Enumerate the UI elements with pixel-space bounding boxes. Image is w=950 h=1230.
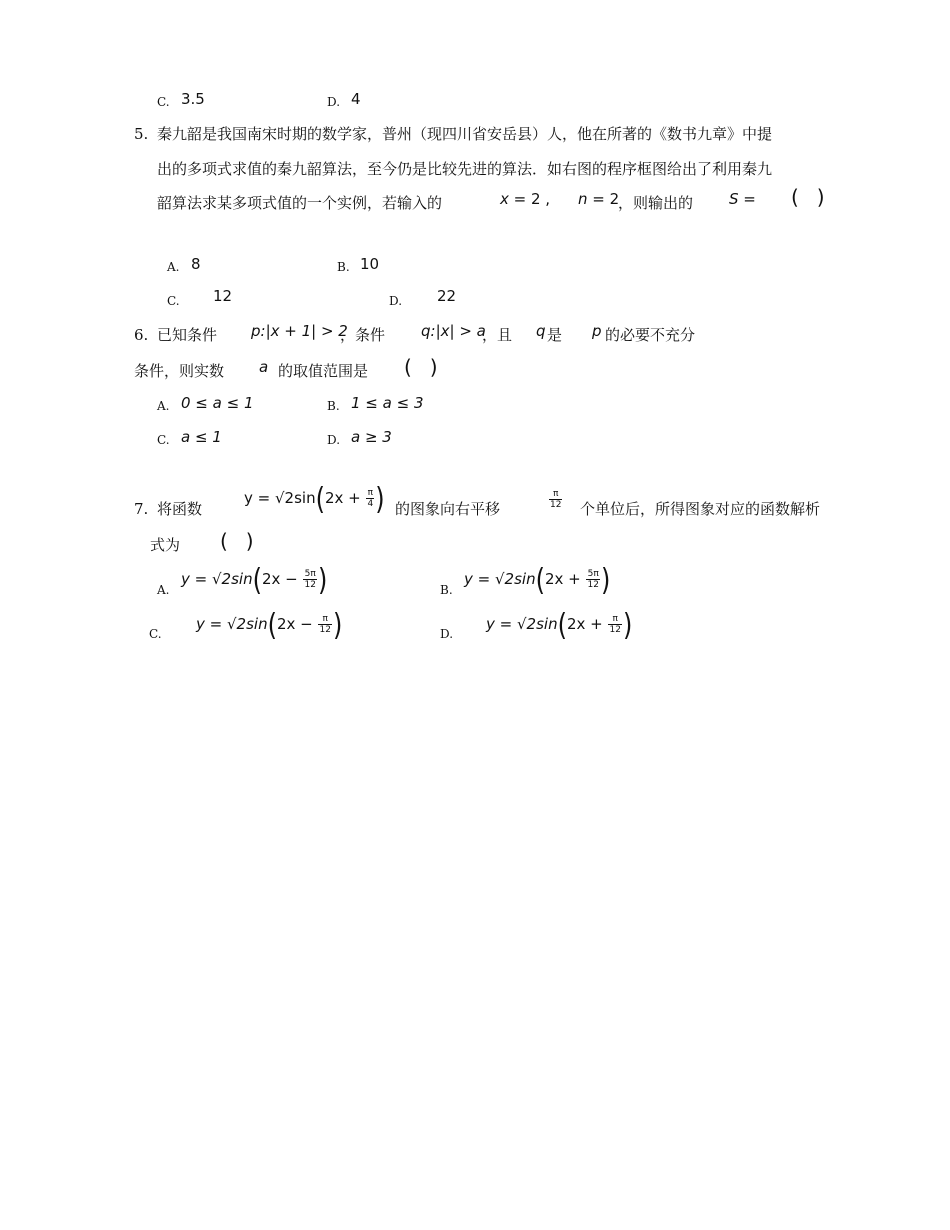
q7-option-d-value: y = √2sin(2x + $\frac{\pi}{12}$ ) — [486, 607, 633, 642]
q4-option-c-value: 3.5 — [181, 90, 205, 108]
q6-option-c-label: C. — [157, 433, 170, 447]
q7-option-a-label: A. — [157, 583, 170, 597]
q5-option-b-value: 10 — [360, 255, 380, 273]
q6-text3: ，且 — [482, 326, 513, 344]
q5-option-d-value: 22 — [437, 287, 457, 305]
q5-option-c-label: C. — [167, 294, 180, 308]
q7-number: 7. — [134, 500, 149, 518]
q7-text3: 个单位后，所得图象对应的函数解析 — [580, 500, 821, 518]
q6-a-var: a — [259, 358, 269, 376]
q5-option-d-label: D. — [389, 294, 403, 308]
q5-line2: 出的多项式求值的秦九韶算法，至今仍是比较先进的算法．如右图的程序框图给出了利用秦九 — [157, 160, 773, 178]
q5-option-a-value: 8 — [191, 255, 201, 273]
q6-option-d-value: a ≥ 3 — [351, 428, 392, 446]
q6-condition-q: q:|x| > a — [421, 322, 486, 340]
q7-option-a-value: y = √2sin(2x − $\frac{5\pi}{12}$ ) — [181, 562, 328, 597]
q6-option-a-value: 0 ≤ a ≤ 1 — [181, 394, 254, 412]
q7-line2: 式为 — [150, 536, 181, 554]
q4-option-d-label: D. — [327, 95, 341, 109]
q6-option-b-value: 1 ≤ a ≤ 3 — [351, 394, 424, 412]
q6-text4: 是 — [547, 326, 563, 344]
q6-number: 6. — [134, 326, 149, 344]
q7-option-b-label: B. — [440, 583, 453, 597]
q7-text1: 将函数 — [157, 500, 203, 518]
q7-text2: 的图象向右平移 — [395, 500, 501, 518]
q6-option-d-label: D. — [327, 433, 341, 447]
q6-text2: ，条件 — [340, 326, 386, 344]
q6-condition-p: p:|x + 1| > 2 — [251, 322, 348, 340]
q7-option-b-value: y = √2sin(2x + $\frac{5\pi}{12}$ ) — [464, 562, 611, 597]
q5-option-b-label: B. — [337, 260, 350, 274]
q7-function: y = √2sin(2x + $\frac{\pi}{4}$ ) — [244, 481, 385, 516]
q6-answer-paren: () — [404, 355, 456, 379]
q7-shift-fraction: $\frac{\pi}{12}$ — [550, 489, 562, 510]
q6-option-a-label: A. — [157, 399, 170, 413]
q6-line2-b: 的取值范围是 — [278, 362, 369, 380]
q7-answer-paren: () — [220, 529, 272, 553]
q5-output-s: S = — [729, 190, 756, 208]
q7-option-c-label: C. — [149, 627, 162, 641]
q5-line3-b: ，则输出的 — [618, 194, 694, 212]
q6-text1: 已知条件 — [157, 326, 218, 344]
q6-option-c-value: a ≤ 1 — [181, 428, 222, 446]
q7-option-c-value: y = √2sin(2x − $\frac{\pi}{12}$ ) — [196, 607, 343, 642]
q4-option-d-value: 4 — [351, 90, 361, 108]
q5-line3-a: 韶算法求某多项式值的一个实例，若输入的 — [157, 194, 443, 212]
q7-option-d-label: D. — [440, 627, 454, 641]
q5-option-a-label: A. — [167, 260, 180, 274]
q5-line1: 秦九韶是我国南宋时期的数学家，普州（现四川省安岳县）人，他在所著的《数书九章》中提 — [157, 125, 773, 143]
q5-input-n: n = 2 — [578, 190, 620, 208]
q6-text5: 的必要不充分 — [605, 326, 696, 344]
q5-answer-paren: () — [791, 185, 843, 209]
q6-q-var: q — [536, 322, 546, 340]
q6-line2-a: 条件，则实数 — [134, 362, 225, 380]
q5-option-c-value: 12 — [213, 287, 233, 305]
q6-p-var: p — [592, 322, 602, 340]
q5-input-x: x = 2 , — [500, 190, 551, 208]
q6-option-b-label: B. — [327, 399, 340, 413]
q4-option-c-label: C. — [157, 95, 170, 109]
q5-number: 5. — [134, 125, 149, 143]
